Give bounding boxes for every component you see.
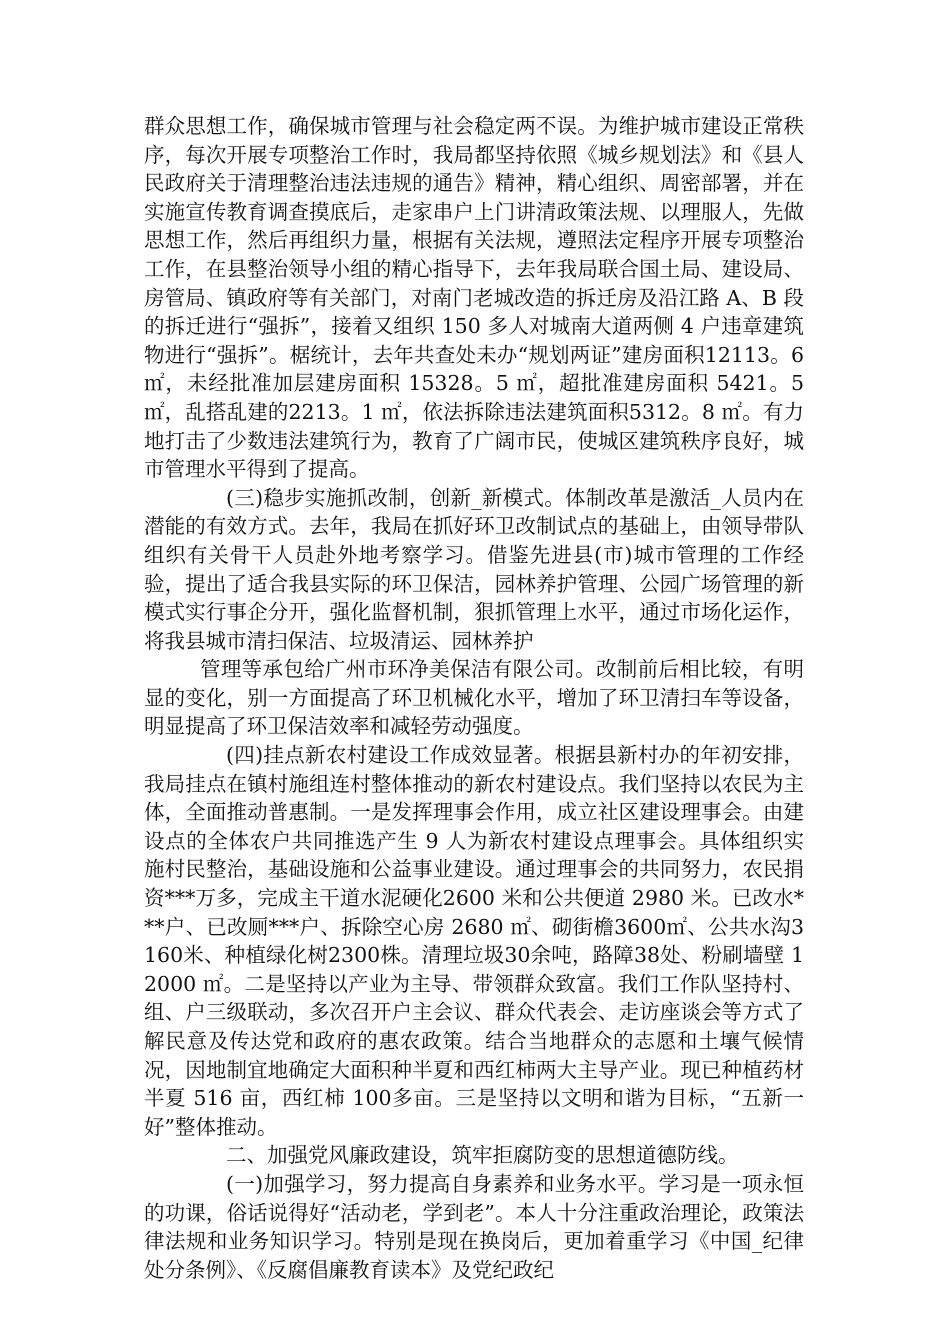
- paragraph-section-4: (四)挂点新农村建设工作成效显著。根据县新村办的年初安排，我局挂点在镇村施组连村整体推动的新农村建设点。我们坚持以农民为主体，全面推动普惠制。一是发挥理事会作用，成立社区建设理事会。由建设点的全体农户共同推选产生 9 人为新农村建设点理事会。具体组织实施村民整治，基础设施和公益事业建设。通过理事会的共同努力，农民捐资***万多，完成主干道水泥硬化2600 米和公共便道 2980 米。已改水***户、已改厕***户、拆除空心房 2680 ㎡、砌街檐3600㎡、公共水沟3160米、种植绿化树2300株。清理垃圾30余吨，路障38处、粉刷墙壁 12000 ㎡。二是坚持以产业为主导、带领群众致富。我们工作队坚持村、组、户三级联动，多次召开户主会议、群众代表会、走访座谈会等方式了解民意及传达党和政府的惠农政策。结合当地群众的志愿和土壤气候情况，因地制宜地确定大面积种半夏和西红柿两大主导产业。现已种植药材半夏 516 亩，西红柿 100多亩。三是坚持以文明和谐为目标，“五新一好”整体推动。: [144, 743, 804, 1139]
- paragraph-continuation: 群众思想工作，确保城市管理与社会稳定两不误。为维护城市建设正常秩序，每次开展专项整治工作时，我局都坚持依照《城乡规划法》和《县人民政府关于清理整治违法违规的通告》精神，精心组织、周密部署，并在实施宣传教育调查摸底后，走家串户上门讲清政策法规、以理服人，先做思想工作，然后再组织力量，根据有关法规，遵照法定程序开展专项整治工作，在县整治领导小组的精心指导下，去年我局联合国土局、建设局、房管局、镇政府等有关部门，对南门老城改造的拆迁房及沿江路 A、B 段的拆迁进行“强拆”，接着又组织 150 多人对城南大道两侧 4 户违章建筑物进行“强拆”。椐统计，去年共查处未办“规划两证”建房面积12113。6 ㎡，未经批准加层建房面积 15328。5 ㎡，超批准建房面积 5421。5 ㎡，乱搭乱建的2213。1 ㎡，依法拆除违法建筑面积5312。8 ㎡。有力地打击了少数违法建筑行为，教育了广阔市民，使城区建筑秩序良好，城市管理水平得到了提高。: [144, 114, 804, 482]
- paragraph-section-2-1: (一)加强学习，努力提高自身素养和业务水平。学习是一项永恒的功课，俗话说得好“活动老，学到老”。本人十分注重政治理论，政策法律法规和业务知识学习。特别是现在换岗后，更加着重学习《中国_纪律处分条例》、《反腐倡廉教育读本》及党纪政纪: [144, 1171, 804, 1282]
- paragraph-section-3: (三)稳步实施抓改制，创新_新模式。体制改革是激活_人员内在潜能的有效方式。去年，我局在抓好环卫改制试点的基础上，由领导带队组织有关骨干人员赴外地考察学习。借鉴先进县(市)城市管理的工作经验，提出了适合我县实际的环卫保洁，园林养护管理、公园广场管理的新模式实行事企分开，强化监督机制，狠抓管理上水平，通过市场化运作，将我县城市清扫保洁、垃圾清运、园林养护: [144, 485, 804, 653]
- paragraph-section-3-continued: 管理等承包给广州市环净美保洁有限公司。改制前后相比较，有明显的变化，别一方面提高了环卫机械化水平，增加了环卫清扫车等设备，明显提高了环卫保洁效率和减轻劳动强度。: [144, 657, 804, 739]
- document-body: [144, 112, 804, 1284]
- section-heading-2: 二、加强党风廉政建设，筑牢拒腐防变的思想道德防线。: [226, 1143, 739, 1168]
